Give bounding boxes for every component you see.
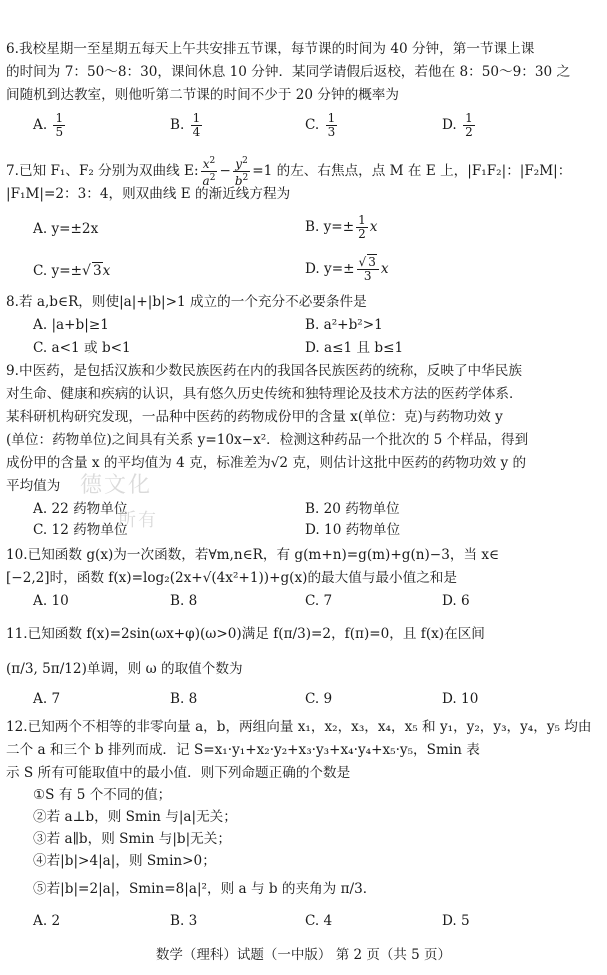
q8-option-c: C. a<1 或 b<1 [33, 340, 131, 356]
q9-line-1: 9.中医药，是包括汉族和少数民族医药在内的我国各民族医药的统称，反映了中华民族 [6, 363, 522, 379]
q11-option-c: C. 9 [305, 691, 333, 707]
watermark-top: 德文化 [80, 473, 153, 498]
q8-option-b: B. a²+b²>1 [305, 317, 383, 333]
q12-statement-1: ①S 有 5 个不同的值； [33, 787, 172, 803]
q11-option-a: A. 7 [33, 691, 61, 707]
q8-option-d: D. a≤1 且 b≤1 [305, 340, 404, 356]
q7-line-1: 7.已知 F₁、F₂ 分别为双曲线 E: $\frac{x^2}{a^2}$ − $\frac{y^2}{b^2}$ =1 的左、右焦点，点 M 在 E 上，|F₁F₂|：|F₂M|： [6, 156, 572, 188]
q11-line-1: 11.已知函数 f(x)=2sin(ωx+φ)(ω>0)满足 f(π/3)=2，f(π)=0，且 f(x)在区间 [6, 626, 485, 642]
q9-option-b: B. 20 药物单位 [305, 501, 400, 517]
q12-option-b: B. 3 [170, 913, 198, 929]
q10-option-a: A. 10 [33, 593, 69, 609]
q6-line-1: 6.我校星期一至星期五每天上午共安排五节课，每节课的时间为 40 分钟，第一节课上课 [6, 41, 535, 57]
q6-option-c: C. $\frac{1}{3}$ [305, 111, 336, 139]
q7-option-c: C. y=±√ 3x [33, 263, 111, 279]
q6-option-b: B. $\frac{1}{4}$ [170, 111, 201, 139]
q10-option-d: D. 6 [442, 593, 470, 609]
q7-option-d: D. y=± $\frac{√ 3}{3}$ x [305, 255, 389, 283]
q11-line-2: (π/3, 5π/12)单调，则 ω 的取值个数为 [6, 661, 243, 677]
q6-option-a: A. $\frac{1}{5}$ [33, 111, 64, 139]
q10-option-b: B. 8 [170, 593, 198, 609]
q10-line-1: 10.已知函数 g(x)为一次函数，若∀m,n∈R，有 g(m+n)=g(m)+g(n)−3，当 x∈ [6, 547, 500, 563]
q7-line-2: |F₁M|=2：3：4，则双曲线 E 的渐近线方程为 [6, 186, 291, 202]
q11-option-d: D. 10 [442, 691, 479, 707]
q12-statement-3: ③若 a∥b，则 Smin 与|b|无关； [33, 831, 231, 847]
q9-line-3: 某科研机构研究发现，一品种中医药的药物成份甲的含量 x(单位：克)与药物功效 y [6, 409, 503, 425]
q8-line-1: 8.若 a,b∈R，则使|a|+|b|>1 成立的一个充分不必要条件是 [6, 294, 367, 310]
q9-line-2: 对生命、健康和疾病的认识，具有悠久历史传统和独特理论及技术方法的医药学体系． [6, 386, 523, 402]
q12-option-c: C. 4 [305, 913, 333, 929]
q10-option-c: C. 7 [305, 593, 333, 609]
q7-option-a: A. y=±2x [33, 221, 99, 237]
q9-option-a: A. 22 药物单位 [33, 501, 128, 517]
q6-line-3: 间随机到达教室，则他听第二节课的时间不少于 20 分钟的概率为 [6, 87, 399, 103]
q12-line-1: 12.已知两个不相等的非零向量 a，b，两组向量 x₁，x₂，x₃，x₄，x₅ 和 y₁，y₂，y₃，y₄，y₅ 均由 [6, 719, 592, 735]
q10-line-2: [−2,2]时，函数 f(x)=log₂(2x+√(4x²+1))+g(x)的最大值与最小值之和是 [6, 570, 457, 586]
page-footer: 数学（理科）试题（一中版） 第 2 页（共 5 页） [155, 947, 452, 963]
q6-line-2: 的时间为 7：50～8：30，课间休息 10 分钟．某同学请假后返校，若他在 8：50～9：30 之 [6, 64, 571, 80]
q12-option-a: A. 2 [33, 913, 61, 929]
q12-statement-2: ②若 a⊥b，则 Smin 与|a|无关； [33, 809, 237, 825]
q12-statement-5: ⑤若|b|=2|a|，Smin=8|a|²，则 a 与 b 的夹角为 π/3． [33, 881, 377, 897]
q11-option-b: B. 8 [170, 691, 198, 707]
watermark-bottom: 所有 [118, 510, 158, 531]
q9-option-c: C. 12 药物单位 [33, 522, 128, 538]
q12-statement-4: ④若|b|>4|a|，则 Smin>0； [33, 853, 216, 869]
q7-option-b: B. y=± $\frac{1}{2}$ x [305, 213, 378, 241]
q9-line-4: (单位：药物单位)之间具有关系 y=10x−x²．检测这种药品一个批次的 5 个样品，得到 [6, 432, 529, 448]
q12-option-d: D. 5 [442, 913, 470, 929]
q6-option-d: D. $\frac{1}{2}$ [442, 111, 473, 139]
q12-line-2: 二个 a 和三个 b 排列而成．记 S=x₁·y₁+x₂·y₂+x₃·y₃+x₄·y₄+x₅·y₅，Smin 表 [6, 742, 480, 758]
q12-line-3: 示 S 所有可能取值中的最小值．则下列命题正确的个数是 [6, 765, 351, 781]
q9-line-5: 成份甲的含量 x 的平均值为 4 克，标准差为√2 克，则估计这批中医药的药物功效 y 的 [6, 455, 527, 471]
q9-line-6: 平均值为 [6, 478, 61, 494]
q9-option-d: D. 10 药物单位 [305, 522, 401, 538]
q8-option-a: A. |a+b|≥1 [33, 317, 109, 333]
